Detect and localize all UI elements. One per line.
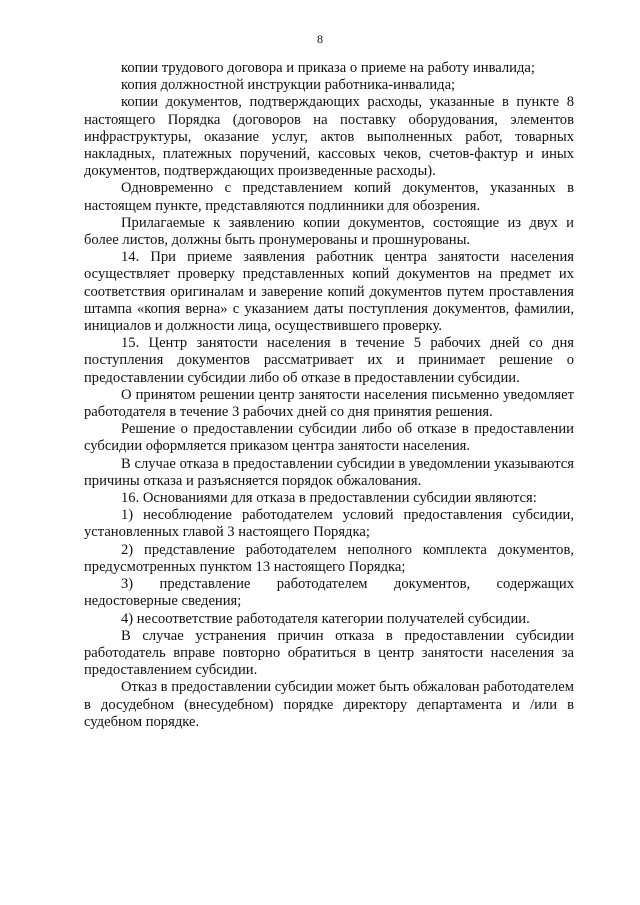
- list-item: 3) представление работодателем документов, содержащих недостоверные сведения;: [84, 576, 574, 610]
- list-item: 2) представление работодателем неполного комплекта документов, предусмотренных пунктом 13 настоящего Порядка;: [84, 541, 574, 575]
- paragraph: Одновременно с представлением копий документов, указанных в настоящем пункте, представляются подлинники для обозрения.: [84, 180, 574, 214]
- paragraph: 15. Центр занятости населения в течение 5 рабочих дней со дня поступления документов рассматривает их и принимает решение о предоставлении субсидии либо об отказе в предоставлении субсидии.: [84, 335, 574, 386]
- list-item: 1) несоблюдение работодателем условий предоставления субсидии, установленных главой 3 настоящего Порядка;: [84, 507, 574, 541]
- list-item: 4) несоответствие работодателя категории получателей субсидии.: [121, 610, 530, 627]
- paragraph: Решение о предоставлении субсидии либо об отказе в предоставлении субсидии оформляется приказом центра занятости населения.: [84, 421, 574, 455]
- paragraph: Прилагаемые к заявлению копии документов, состоящие из двух и более листов, должны быть пронумерованы и прошнурованы.: [84, 214, 574, 249]
- paragraph: копии документов, подтверждающих расходы, указанные в пункте 8 настоящего Порядка (договоров на поставку оборудования, элементов инфраструктуры, оказание услуг, актов выполненных работ, товарных накладных, платежных поручений, кассовых чеков, счетов-фактур и иных документов, подтверждающих произведенные расходы).: [84, 94, 574, 180]
- paragraph: О принятом решении центр занятости населения письменно уведомляет работодателя в течение 3 рабочих дней со дня принятия решения.: [84, 386, 574, 421]
- paragraph: В случае устранения причин отказа в предоставлении субсидии работодатель вправе повторно обратиться в центр занятости населения за предоставлением субсидии.: [84, 627, 574, 679]
- paragraph: 14. При приеме заявления работник центра занятости населения осуществляет проверку представленных копий документов на предмет их соответствия оригиналам и заверение копий документов путем проставления штампа «копия верна» с указанием даты поступления документов, фамилии, инициалов и должности лица, осуществившего проверку.: [84, 249, 574, 335]
- paragraph: 16. Основаниями для отказа в предоставлении субсидии являются:: [121, 490, 537, 507]
- paragraph: В случае отказа в предоставлении субсидии в уведомлении указываются причины отказа и разъясняется порядок обжалования.: [84, 455, 574, 489]
- page-number: 8: [317, 32, 323, 46]
- paragraph: Отказ в предоставлении субсидии может быть обжалован работодателем в досудебном (внесудебном) порядке директору департамента и /или в судебном порядке.: [84, 679, 575, 730]
- document-body: [84, 60, 574, 731]
- paragraph: копия должностной инструкции работника-инвалида;: [121, 77, 456, 94]
- paragraph: копии трудового договора и приказа о приеме на работу инвалида;: [121, 60, 535, 76]
